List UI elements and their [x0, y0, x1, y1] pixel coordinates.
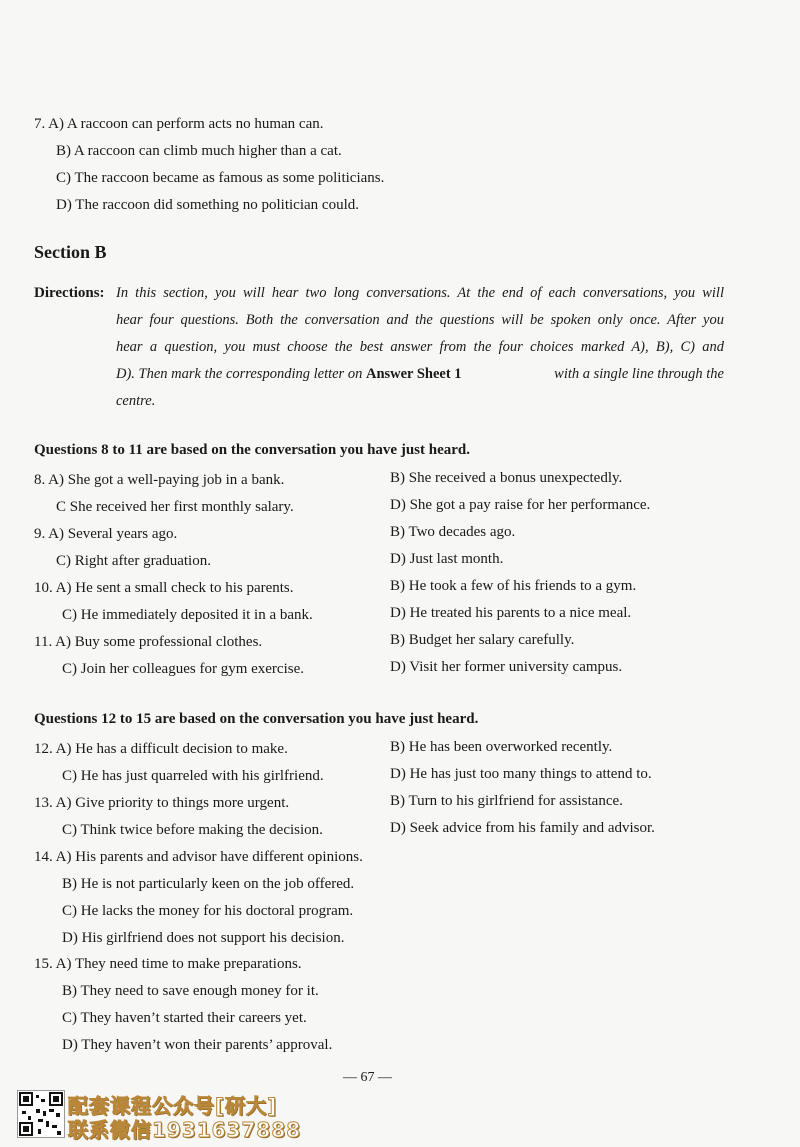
directions-line-5: centre. [116, 393, 156, 409]
directions-line-4-head: D). Then mark the corresponding letter on [116, 366, 363, 382]
page-number: — 67 — [343, 1070, 392, 1085]
q13-option-b: B) Turn to his girlfriend for assistance. [390, 793, 623, 809]
directions-label: Directions: [34, 285, 105, 301]
q12-option-c: C) He has just quarreled with his girlfriend. [62, 768, 324, 784]
answer-sheet-ref: Answer Sheet 1 [365, 366, 462, 382]
q9-option-b: B) Two decades ago. [390, 524, 516, 540]
qr-code-icon [17, 1090, 65, 1138]
q10-option-d: D) He treated his parents to a nice meal. [390, 605, 632, 621]
q7-option-b: B) A raccoon can climb much higher than a cat. [56, 143, 342, 159]
directions-line-4 [116, 361, 724, 388]
directions-line-4-tail: with a single line through the [554, 366, 724, 382]
q11-option-b: B) Budget her salary carefully. [390, 632, 575, 648]
directions-line-3: hear a question, you must choose the best answer from the four choices marked A), B), C) and [116, 339, 724, 355]
q15-option-a: 15. A) They need time to make preparations. [34, 956, 302, 972]
q9-option-d: D) Just last month. [390, 551, 504, 567]
q8-option-a: 8. A) She got a well-paying job in a bank. [34, 472, 285, 488]
group1-heading: Questions 8 to 11 are based on the conversation you have just heard. [34, 442, 470, 458]
watermark-line-2: 联系微信1931637888 [68, 1118, 302, 1142]
directions-text [116, 280, 724, 415]
q12-option-d: D) He has just too many things to attend to. [390, 766, 652, 782]
watermark-line-1: 配套课程公众号[研大] [68, 1094, 278, 1118]
q10-option-b: B) He took a few of his friends to a gym. [390, 578, 637, 594]
q7-option-a: 7. A) A raccoon can perform acts no human can. [34, 116, 324, 132]
q11-option-c: C) Join her colleagues for gym exercise. [62, 661, 304, 677]
q8-option-d: D) She got a pay raise for her performance. [390, 497, 651, 513]
q8-option-c: C She received her first monthly salary. [56, 499, 294, 515]
q13-option-a: 13. A) Give priority to things more urgent. [34, 795, 290, 811]
section-title: Section B [34, 242, 107, 262]
q7-option-c: C) The raccoon became as famous as some politicians. [56, 170, 385, 186]
q11-option-d: D) Visit her former university campus. [390, 659, 623, 675]
q10-option-a: 10. A) He sent a small check to his parents. [34, 580, 294, 596]
q10-option-c: C) He immediately deposited it in a bank. [62, 607, 313, 623]
q13-option-c: C) Think twice before making the decision. [62, 822, 323, 838]
q15-option-b: B) They need to save enough money for it. [62, 983, 319, 999]
q15-option-c: C) They haven’t started their careers yet. [62, 1010, 307, 1026]
q14-option-a: 14. A) His parents and advisor have different opinions. [34, 849, 363, 865]
q13-option-d: D) Seek advice from his family and advisor. [390, 820, 655, 836]
directions-line-2: hear four questions. Both the conversation and the questions will be spoken only once. After you [116, 312, 724, 328]
q9-option-a: 9. A) Several years ago. [34, 526, 178, 542]
q7-option-d: D) The raccoon did something no politician could. [56, 197, 359, 213]
q14-option-c: C) He lacks the money for his doctoral program. [62, 903, 354, 919]
q9-option-c: C) Right after graduation. [56, 553, 211, 569]
q14-option-b: B) He is not particularly keen on the job offered. [62, 876, 355, 892]
directions-line-1: In this section, you will hear two long conversations. At the end of each conversations, you will [116, 285, 724, 301]
group2-heading: Questions 12 to 15 are based on the conversation you have just heard. [34, 711, 479, 727]
q8-option-b: B) She received a bonus unexpectedly. [390, 470, 623, 486]
q14-option-d: D) His girlfriend does not support his decision. [62, 930, 345, 946]
q12-option-a: 12. A) He has a difficult decision to make. [34, 741, 288, 757]
q11-option-a: 11. A) Buy some professional clothes. [34, 634, 263, 650]
q12-option-b: B) He has been overworked recently. [390, 739, 613, 755]
q15-option-d: D) They haven’t won their parents’ approval. [62, 1037, 333, 1053]
